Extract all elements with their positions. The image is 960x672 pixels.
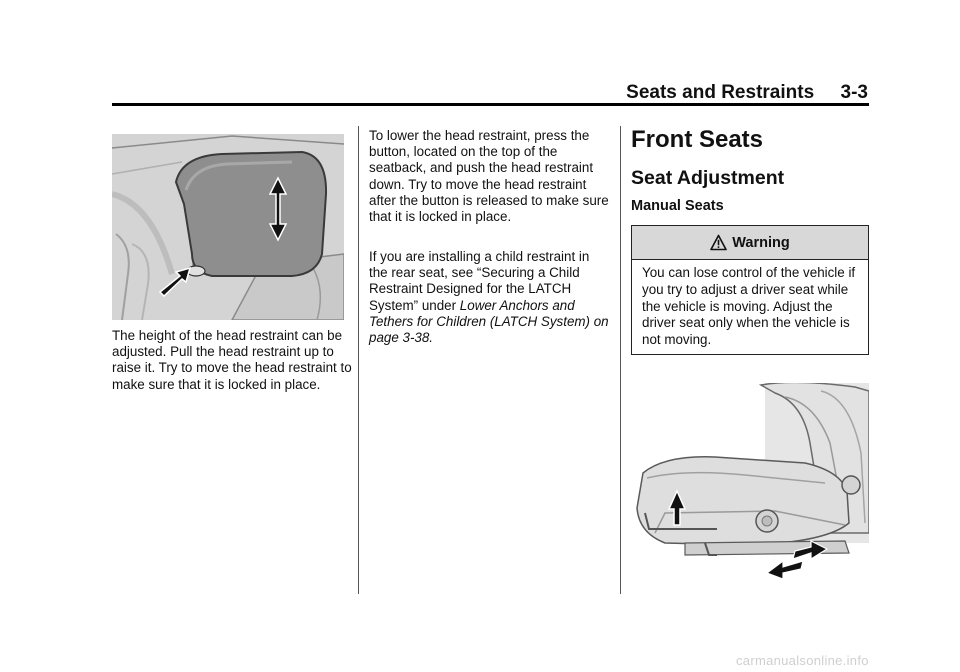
- warning-box: [631, 225, 869, 355]
- child-restraint-text: If you are installing a child restraint in the rear seat, see “Securing a Child Restraint Designed for the LATCH System” under: [369, 249, 590, 313]
- footer-brand-watermark: carmanualsonline.info: [736, 653, 869, 668]
- header-rule: [112, 103, 869, 106]
- child-restraint-reference-text: [369, 249, 609, 346]
- warning-header: [632, 226, 868, 260]
- head-restraint-lower-text: To lower the head restraint, press the button, located on the top of the seatback, and push the head restraint down. Try to move the head restraint after the button is released to make sure that it is locked in place.: [369, 128, 609, 225]
- page-header-title: Seats and Restraints 3-3: [626, 82, 868, 103]
- front-seats-heading: Front Seats: [631, 126, 764, 153]
- manual-seat-figure: [625, 383, 869, 583]
- seat-adjustment-heading: Seat Adjustment: [631, 167, 785, 189]
- column-divider: [358, 126, 359, 594]
- head-restraint-figure: [112, 134, 344, 320]
- warning-triangle-icon: [710, 234, 727, 251]
- warning-title: Warning: [732, 234, 790, 251]
- manual-seats-heading: Manual Seats: [631, 198, 724, 214]
- head-restraint-raise-text: The height of the head restraint can be adjusted. Pull the head restraint up to raise it. Try to move the head restraint to make sure that it is locked in place.: [112, 328, 352, 392]
- latch-page-reference: Lower Anchors and Tethers for Children (LATCH System) on page 3-38.: [369, 297, 609, 346]
- warning-text: You can lose control of the vehicle if you try to adjust a driver seat while the vehicle is moving. Adjust the driver seat only when the vehicle is not moving.: [642, 265, 856, 348]
- column-divider: [620, 126, 621, 594]
